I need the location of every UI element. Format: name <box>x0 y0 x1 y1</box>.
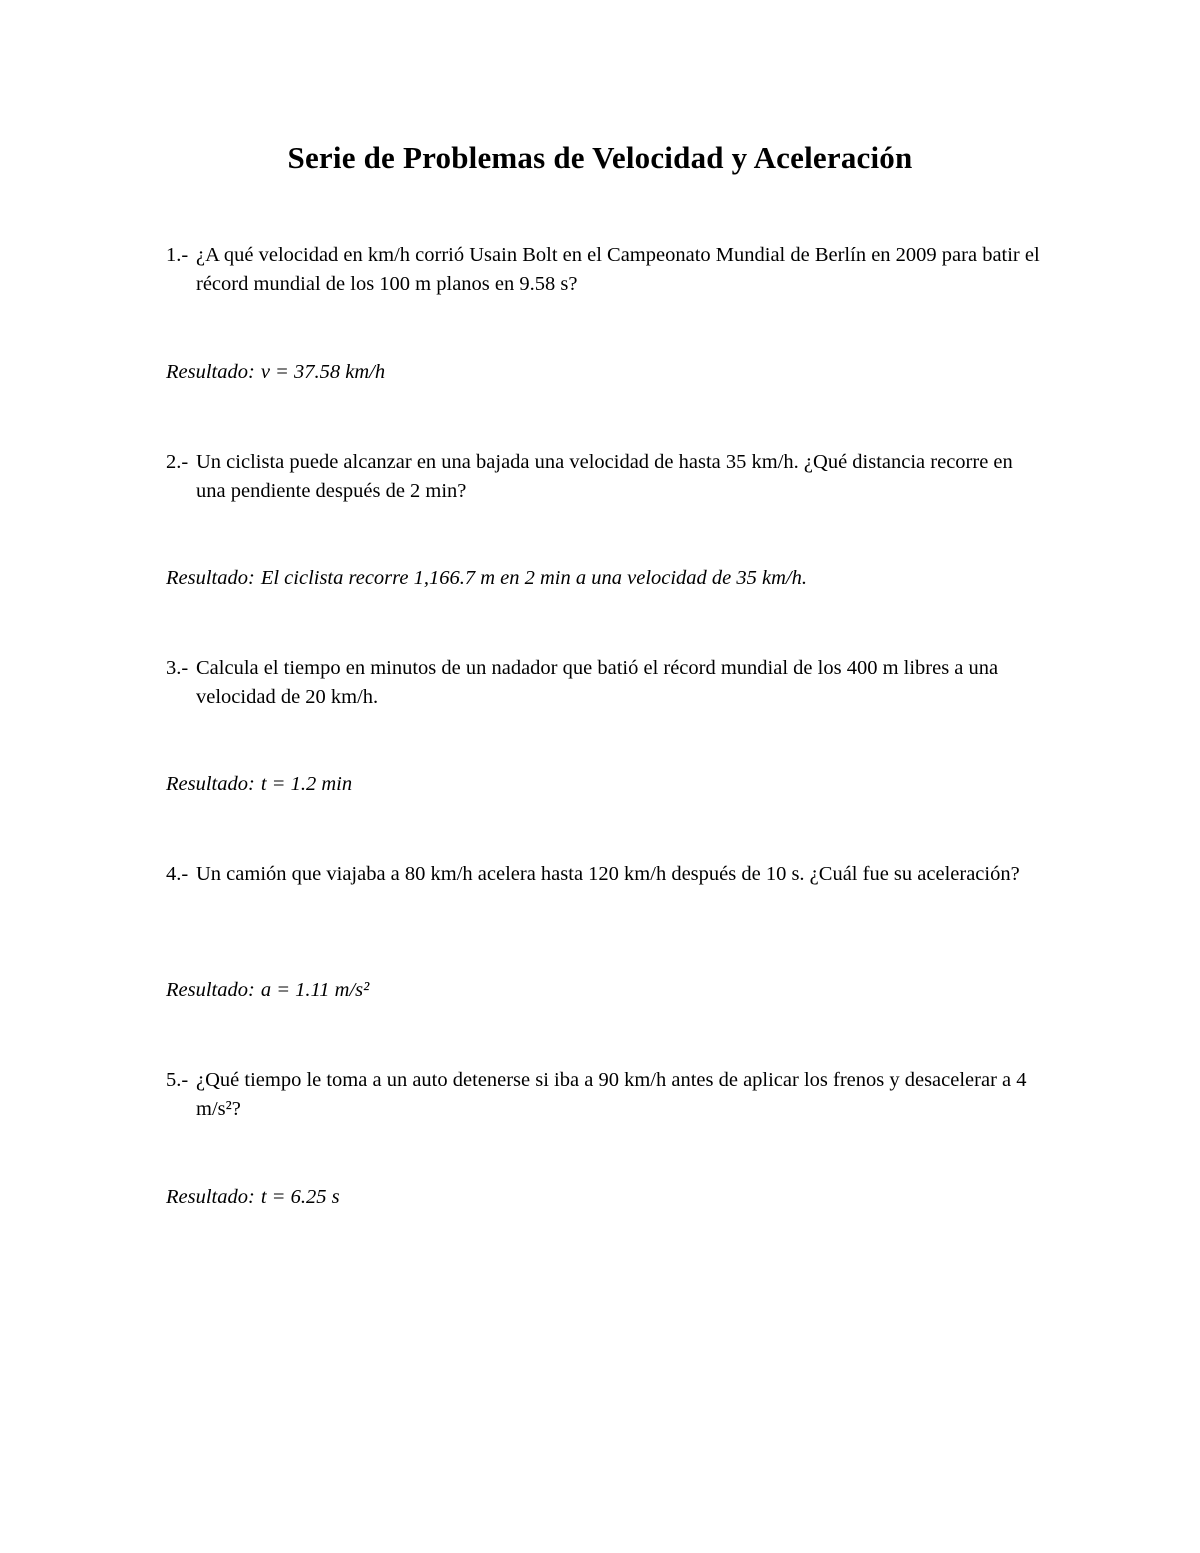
problem-text: Calcula el tiempo en minutos de un nadador que batió el récord mundial de los 400 m libres a una velocidad de 20 km/h. <box>196 657 999 708</box>
result-value: t = 6.25 s <box>260 1186 340 1208</box>
problem-text: Un ciclista puede alcanzar en una bajada una velocidad de hasta 35 km/h. ¿Qué distancia recorre en una pendiente después de 2 min? <box>196 451 1013 502</box>
problem-4 <box>166 860 1046 889</box>
result-value: a = 1.11 m/s² <box>260 979 370 1001</box>
problem-2 <box>166 448 1046 506</box>
result-label: Resultado: <box>166 567 255 589</box>
result-label: Resultado: <box>166 361 255 383</box>
result-label: Resultado: <box>166 979 255 1001</box>
problem-number: 5.- <box>166 1069 189 1091</box>
result-1 <box>166 358 1066 387</box>
result-3 <box>166 770 1066 799</box>
result-value: v = 37.58 km/h <box>260 361 386 383</box>
problem-number: 4.- <box>166 863 189 885</box>
problem-1 <box>166 241 1046 299</box>
problem-3 <box>166 654 1046 712</box>
problem-text: ¿A qué velocidad en km/h corrió Usain Bolt en el Campeonato Mundial de Berlín en 2009 para batir el récord mundial de los 100 m planos en 9.58 s? <box>196 244 1040 295</box>
result-4 <box>166 976 1066 1005</box>
result-5 <box>166 1183 1066 1212</box>
problem-number: 3.- <box>166 657 189 679</box>
result-label: Resultado: <box>166 773 255 795</box>
problem-text: Un camión que viajaba a 80 km/h acelera hasta 120 km/h después de 10 s. ¿Cuál fue su aceleración? <box>196 863 1020 885</box>
result-value: El ciclista recorre 1,166.7 m en 2 min a una velocidad de 35 km/h. <box>260 567 808 589</box>
page-title: Serie de Problemas de Velocidad y Aceleración <box>287 140 913 175</box>
result-2 <box>166 564 1066 593</box>
result-value: t = 1.2 min <box>260 773 353 795</box>
problem-text: ¿Qué tiempo le toma a un auto detenerse si iba a 90 km/h antes de aplicar los frenos y desacelerar a 4 m/s²? <box>196 1069 1027 1120</box>
problem-number: 1.- <box>166 244 189 266</box>
problem-5 <box>166 1066 1046 1124</box>
result-label: Resultado: <box>166 1186 255 1208</box>
problem-number: 2.- <box>166 451 189 473</box>
